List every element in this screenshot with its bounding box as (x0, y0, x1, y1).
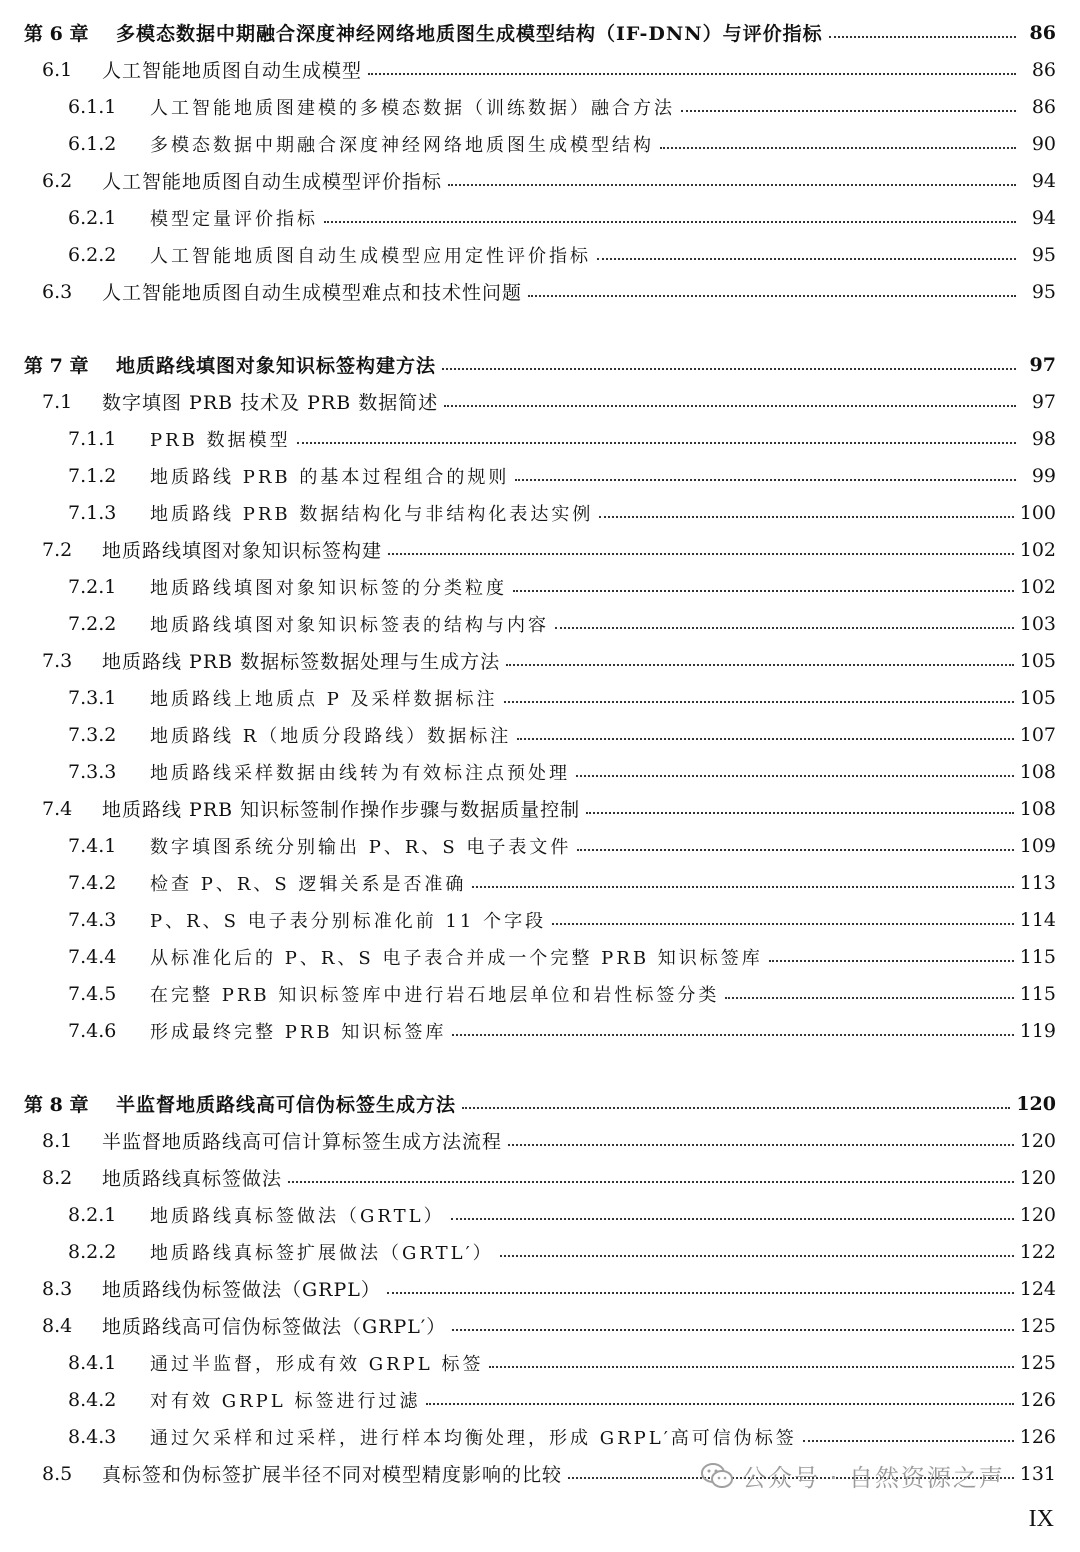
dot-leader (597, 258, 1016, 260)
toc-subsection-entry[interactable] (0, 236, 1080, 273)
entry-number: 7.3.2 (68, 723, 117, 746)
entry-number: 6.1.2 (68, 132, 117, 155)
entry-number: 7.3 (42, 649, 73, 672)
entry-title: 通过欠采样和过采样，进行样本均衡处理，形成 GRPL′高可信伪标签 (150, 1427, 797, 1449)
dot-leader (528, 295, 1016, 297)
toc-section-entry[interactable] (0, 1270, 1080, 1307)
entry-number: 7.3.1 (68, 686, 117, 709)
toc-subsection-entry[interactable] (0, 88, 1080, 125)
dot-leader (324, 221, 1016, 223)
entry-page-number: 126 (1019, 1388, 1056, 1411)
entry-number: 8.1 (42, 1129, 73, 1152)
entry-page-number: 114 (1019, 908, 1056, 931)
toc-subsection-entry[interactable] (0, 494, 1080, 531)
entry-page-number: 103 (1019, 612, 1056, 635)
toc-subsection-entry[interactable] (0, 199, 1080, 236)
dot-leader (552, 923, 1014, 925)
entry-title: 人工智能地质图自动生成模型难点和技术性问题 (102, 282, 523, 304)
dot-leader (426, 1403, 1013, 1405)
toc-subsection-entry[interactable] (0, 716, 1080, 753)
toc-section-entry[interactable] (0, 273, 1080, 310)
entry-number: 7.4.3 (68, 908, 117, 931)
entry-page-number: 102 (1019, 575, 1056, 598)
entry-number: 8.4 (42, 1314, 73, 1337)
entry-number: 8.3 (42, 1277, 73, 1300)
entry-title: 人工智能地质图自动生成模型 (102, 60, 363, 82)
entry-title: 地质路线伪标签做法（GRPL） (102, 1279, 381, 1301)
entry-number: 8.2 (42, 1166, 73, 1189)
toc-subsection-entry[interactable] (0, 753, 1080, 790)
entry-page-number: 99 (1031, 464, 1056, 487)
toc-subsection-entry[interactable] (0, 901, 1080, 938)
table-of-contents (0, 14, 1080, 1492)
toc-section-entry[interactable] (0, 790, 1080, 827)
entry-page-number: 126 (1019, 1425, 1056, 1448)
entry-title: 通过半监督，形成有效 GRPL 标签 (150, 1353, 484, 1375)
entry-page-number: 131 (1019, 1462, 1056, 1485)
dot-leader (769, 960, 1014, 962)
entry-page-number: 95 (1031, 280, 1056, 303)
entry-number: 7.2.2 (68, 612, 117, 635)
toc-subsection-entry[interactable] (0, 420, 1080, 457)
toc-subsection-entry[interactable] (0, 1418, 1080, 1455)
dot-leader (387, 1292, 1014, 1294)
dot-leader (442, 368, 1016, 370)
entry-number: 7.3.3 (68, 760, 117, 783)
toc-subsection-entry[interactable] (0, 938, 1080, 975)
entry-title: 半监督地质路线高可信计算标签生成方法流程 (102, 1131, 503, 1153)
dot-leader (452, 1329, 1014, 1331)
entry-number: 7.4 (42, 797, 73, 820)
entry-number: 7.4.2 (68, 871, 117, 894)
entry-page-number: 108 (1019, 760, 1056, 783)
entry-title: 人工智能地质图自动生成模型评价指标 (102, 171, 443, 193)
entry-number: 7.1.2 (68, 464, 117, 487)
entry-number: 7.4.6 (68, 1019, 117, 1042)
entry-title: 形成最终完整 PRB 知识标签库 (150, 1021, 447, 1043)
wechat-icon (700, 1461, 734, 1491)
dot-leader (288, 1181, 1014, 1183)
dot-leader (448, 184, 1016, 186)
entry-number: 6.2.2 (68, 243, 117, 266)
section-gap (0, 310, 1080, 346)
entry-page-number: 95 (1031, 243, 1056, 266)
entry-number: 7.2.1 (68, 575, 117, 598)
entry-page-number: 105 (1019, 686, 1056, 709)
toc-subsection-entry[interactable] (0, 1012, 1080, 1049)
entry-title: 在完整 PRB 知识标签库中进行岩石地层单位和岩性标签分类 (150, 984, 720, 1006)
dot-leader (725, 997, 1013, 999)
entry-page-number: 124 (1019, 1277, 1056, 1300)
entry-number: 8.2.1 (68, 1203, 117, 1226)
toc-section-entry[interactable] (0, 162, 1080, 199)
entry-number: 6.2 (42, 169, 73, 192)
entry-page-number: 115 (1019, 945, 1056, 968)
dot-leader (515, 479, 1016, 481)
toc-section-entry[interactable] (0, 1159, 1080, 1196)
toc-section-entry[interactable] (0, 531, 1080, 568)
entry-title: 人工智能地质图自动生成模型应用定性评价指标 (150, 245, 591, 267)
toc-chapter-entry[interactable] (0, 14, 1080, 51)
entry-page-number: 120 (1019, 1203, 1056, 1226)
toc-subsection-entry[interactable] (0, 568, 1080, 605)
dot-leader (577, 849, 1013, 851)
entry-title: 地质路线高可信伪标签做法（GRPL′） (102, 1316, 447, 1338)
dot-leader (660, 147, 1016, 149)
entry-number: 7.1.1 (68, 427, 117, 450)
toc-subsection-entry[interactable] (0, 1381, 1080, 1418)
entry-page-number: 125 (1019, 1351, 1056, 1374)
entry-title: 数字填图 PRB 技术及 PRB 数据简述 (102, 392, 439, 414)
entry-page-number: 100 (1019, 501, 1056, 524)
entry-number: 8.4.1 (68, 1351, 117, 1374)
entry-number: 7.1.3 (68, 501, 117, 524)
entry-title: 数字填图系统分别输出 P、R、S 电子表文件 (150, 836, 572, 858)
entry-number: 7.1 (42, 390, 73, 413)
dot-leader (829, 36, 1016, 38)
dot-leader (513, 590, 1014, 592)
watermark (700, 1458, 1005, 1493)
entry-number: 8.4.3 (68, 1425, 117, 1448)
toc-section-entry[interactable] (0, 1307, 1080, 1344)
dot-leader (444, 405, 1016, 407)
entry-number: 7.4.5 (68, 982, 117, 1005)
entry-title: 地质路线采样数据由线转为有效标注点预处理 (150, 762, 570, 784)
toc-section-entry[interactable] (0, 1122, 1080, 1159)
entry-page-number: 86 (1029, 21, 1056, 44)
dot-leader (452, 1034, 1013, 1036)
entry-page-number: 122 (1019, 1240, 1056, 1263)
entry-number: 第 6 章 (24, 23, 89, 45)
entry-number: 7.4.1 (68, 834, 117, 857)
entry-page-number: 97 (1029, 353, 1056, 376)
entry-page-number: 94 (1031, 169, 1056, 192)
toc-subsection-entry[interactable] (0, 605, 1080, 642)
entry-page-number: 86 (1031, 95, 1056, 118)
dot-leader (517, 738, 1013, 740)
dot-leader (504, 701, 1014, 703)
toc-subsection-entry[interactable] (0, 864, 1080, 901)
dot-leader (506, 664, 1014, 666)
entry-title: 地质路线 PRB 数据结构化与非结构化表达实例 (150, 503, 594, 525)
toc-section-entry[interactable] (0, 51, 1080, 88)
entry-number: 6.1 (42, 58, 73, 81)
entry-title: 地质路线上地质点 P 及采样数据标注 (150, 688, 498, 710)
dot-leader (297, 442, 1016, 444)
entry-title: 地质路线 PRB 数据标签数据处理与生成方法 (102, 651, 501, 673)
entry-number: 6.3 (42, 280, 73, 303)
entry-number: 8.5 (42, 1462, 73, 1485)
dot-leader (489, 1366, 1013, 1368)
entry-number: 7.2 (42, 538, 73, 561)
entry-title: 半监督地质路线高可信伪标签生成方法 (116, 1094, 457, 1116)
entry-number: 7.4.4 (68, 945, 117, 968)
entry-page-number: 120 (1016, 1092, 1056, 1115)
entry-number: 8.4.2 (68, 1388, 117, 1411)
toc-subsection-entry[interactable] (0, 975, 1080, 1012)
entry-title: 真标签和伪标签扩展半径不同对模型精度影响的比较 (102, 1464, 563, 1486)
toc-chapter-entry[interactable] (0, 1085, 1080, 1122)
entry-title: 多模态数据中期融合深度神经网络地质图生成模型结构 (150, 134, 654, 156)
entry-page-number: 115 (1019, 982, 1056, 1005)
dot-leader (555, 627, 1014, 629)
toc-section-entry[interactable] (0, 383, 1080, 420)
toc-subsection-entry[interactable] (0, 1344, 1080, 1381)
entry-page-number: 120 (1019, 1166, 1056, 1189)
dot-leader (368, 73, 1016, 75)
entry-page-number: 105 (1019, 649, 1056, 672)
toc-subsection-entry[interactable] (0, 125, 1080, 162)
dot-leader (451, 1218, 1014, 1220)
entry-title: 地质路线真标签扩展做法（GRTL′） (150, 1242, 494, 1264)
entry-number: 8.2.2 (68, 1240, 117, 1263)
entry-page-number: 102 (1019, 538, 1056, 561)
watermark-text: 公众号 · 自然资源之声 (742, 1464, 1005, 1492)
dot-leader (462, 1107, 1010, 1109)
entry-title: 地质路线 PRB 的基本过程组合的规则 (150, 466, 510, 488)
entry-title: 地质路线真标签做法（GRTL） (150, 1205, 445, 1227)
entry-title: 地质路线 R（地质分段路线）数据标注 (150, 725, 512, 747)
entry-title: 地质路线填图对象知识标签构建方法 (116, 355, 437, 377)
entry-title: 模型定量评价指标 (150, 208, 318, 230)
entry-number: 6.2.1 (68, 206, 117, 229)
entry-title: 地质路线填图对象知识标签的分类粒度 (150, 577, 507, 599)
toc-subsection-entry[interactable] (0, 1233, 1080, 1270)
entry-page-number: 97 (1031, 390, 1056, 413)
entry-page-number: 125 (1019, 1314, 1056, 1337)
section-gap (0, 1049, 1080, 1085)
dot-leader (576, 775, 1014, 777)
dot-leader (586, 812, 1014, 814)
entry-title: 从标准化后的 P、R、S 电子表合并成一个完整 PRB 知识标签库 (150, 947, 763, 969)
entry-title: 检查 P、R、S 逻辑关系是否准确 (150, 873, 467, 895)
entry-title: 对有效 GRPL 标签进行过滤 (150, 1390, 421, 1412)
entry-number: 6.1.1 (68, 95, 117, 118)
entry-page-number: 109 (1019, 834, 1056, 857)
entry-title: 多模态数据中期融合深度神经网络地质图生成模型结构（IF-DNN）与评价指标 (116, 23, 823, 45)
entry-title: P、R、S 电子表分别标准化前 11 个字段 (150, 910, 547, 932)
entry-page-number: 120 (1019, 1129, 1056, 1152)
entry-title: 地质路线填图对象知识标签构建 (102, 540, 383, 562)
entry-page-number: 119 (1019, 1019, 1056, 1042)
dot-leader (508, 1144, 1014, 1146)
toc-section-entry[interactable] (0, 642, 1080, 679)
dot-leader (500, 1255, 1014, 1257)
dot-leader (388, 553, 1014, 555)
dot-leader (681, 110, 1016, 112)
dot-leader (472, 886, 1013, 888)
toc-subsection-entry[interactable] (0, 1196, 1080, 1233)
entry-title: PRB 数据模型 (150, 429, 291, 451)
entry-page-number: 90 (1031, 132, 1056, 155)
entry-title: 人工智能地质图建模的多模态数据（训练数据）融合方法 (150, 97, 675, 119)
page-folio: IX (1028, 1506, 1054, 1532)
dot-leader (803, 1440, 1014, 1442)
entry-page-number: 113 (1019, 871, 1056, 894)
entry-page-number: 94 (1031, 206, 1056, 229)
entry-title: 地质路线 PRB 知识标签制作操作步骤与数据质量控制 (102, 799, 581, 821)
entry-title: 地质路线填图对象知识标签表的结构与内容 (150, 614, 549, 636)
dot-leader (599, 516, 1013, 518)
entry-title: 地质路线真标签做法 (102, 1168, 283, 1190)
entry-page-number: 98 (1031, 427, 1056, 450)
entry-page-number: 107 (1019, 723, 1056, 746)
entry-number: 第 8 章 (24, 1094, 89, 1116)
entry-page-number: 86 (1031, 58, 1056, 81)
entry-page-number: 108 (1019, 797, 1056, 820)
entry-number: 第 7 章 (24, 355, 89, 377)
toc-subsection-entry[interactable] (0, 679, 1080, 716)
toc-subsection-entry[interactable] (0, 457, 1080, 494)
toc-subsection-entry[interactable] (0, 827, 1080, 864)
toc-chapter-entry[interactable] (0, 346, 1080, 383)
